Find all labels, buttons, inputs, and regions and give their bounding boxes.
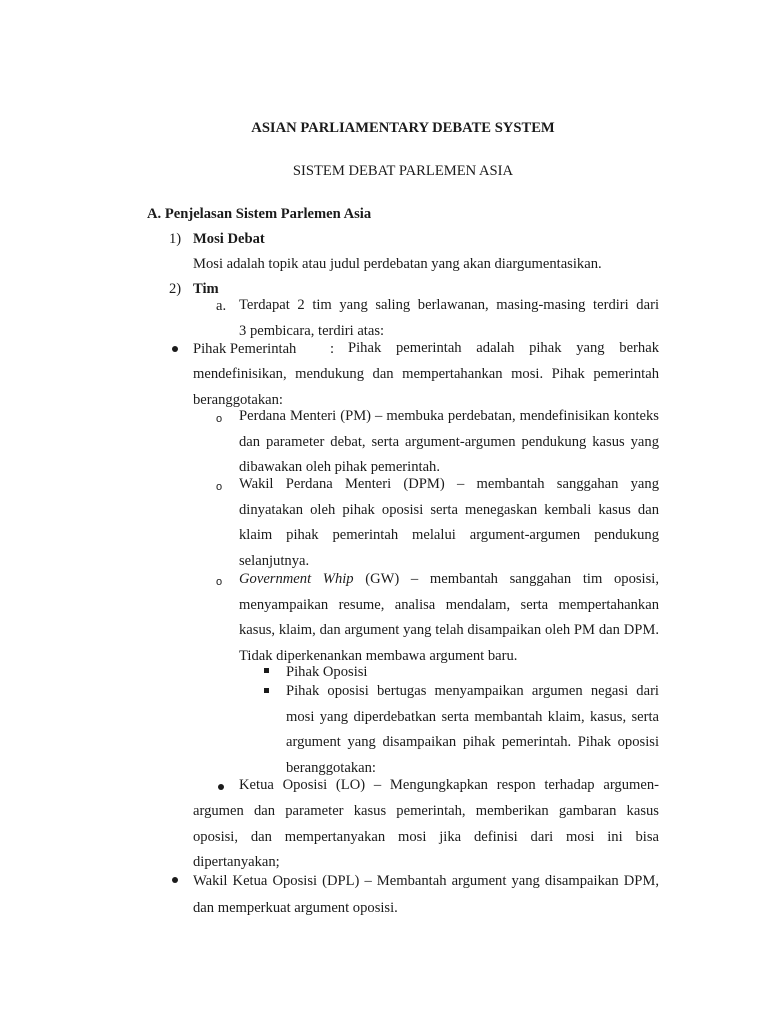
gov-description: mendefinisikan, mendukung dan mempertahankan mosi. Pihak pemerintah beranggotakan: [193, 366, 659, 408]
circle-bullet-icon: o [216, 576, 223, 588]
gov-colon: : [330, 341, 335, 357]
document-title: ASIAN PARLIAMENTARY DEBATE SYSTEM [251, 120, 555, 136]
gov-dpm: Wakil Perdana Menteri (DPM) – membantah sanggahan yang dinyatakan oleh pihak oposisi serta menegaskan kembali kasus dan klaim pihak pemerintah melalui argument-argumen pendukung selanjutnya. [239, 476, 659, 569]
item-1-number: 1) [169, 231, 182, 247]
opp-lo-line1: Ketua Oposisi (LO) – Mengungkapkan respon terhadap argumen- [239, 777, 659, 793]
item-2a-label: a. [216, 298, 227, 314]
gov-pm: Perdana Menteri (PM) – membuka perdebatan, mendefinisikan konteks dan parameter debat, serta argument-argumen pendukung kasus yang dibawakan oleh pihak pemerintah. [239, 408, 659, 475]
bullet-dot-icon [172, 877, 178, 883]
square-bullet-icon [264, 668, 269, 673]
bullet-dot-icon [172, 346, 178, 352]
item-2-number: 2) [169, 281, 182, 297]
opp-label: Pihak Oposisi [286, 664, 368, 680]
gov-gw-rest: (GW) – membantah sanggahan tim oposisi, menyampaikan resume, analisa mendalam, serta mempertahankan kasus, klaim, dan argument yang telah disampaikan oleh PM dan DPM. Tidak diperkenankan membawa argument baru. [239, 571, 659, 664]
gov-label: Pihak Pemerintah [193, 341, 297, 357]
section-a-heading: A. Penjelasan Sistem Parlemen Asia [147, 206, 372, 222]
square-bullet-icon [264, 688, 269, 693]
gov-gw-italic: Government Whip [239, 571, 354, 587]
gov-line1: Pihak pemerintah adalah pihak yang berhak [348, 340, 659, 356]
circle-bullet-icon: o [216, 413, 223, 425]
item-1-text: Mosi adalah topik atau judul perdebatan yang akan diargumentasikan. [193, 256, 602, 272]
item-2a-line1: Terdapat 2 tim yang saling berlawanan, masing-masing terdiri dari [239, 297, 659, 313]
opp-description: Pihak oposisi bertugas menyampaikan argumen negasi dari mosi yang diperdebatkan serta membantah klaim, kasus, serta argument yang disampaikan pihak pemerintah. Pihak oposisi beranggotakan: [286, 683, 659, 776]
circle-bullet-icon: o [216, 481, 223, 493]
item-1-heading: Mosi Debat [193, 231, 265, 247]
opp-dpl: Wakil Ketua Oposisi (DPL) – Membantah argument yang disampaikan DPM, dan memperkuat argument oposisi. [193, 873, 659, 916]
item-2-heading: Tim [193, 281, 219, 297]
document-subtitle: SISTEM DEBAT PARLEMEN ASIA [292, 163, 514, 179]
bullet-dot-icon [218, 784, 224, 790]
gov-gw [239, 567, 659, 669]
opp-lo-rest: argumen dan parameter kasus pemerintah, memberikan gambaran kasus oposisi, dan mempertanyakan mosi jika definisi dari mosi ini bisa dipertanyakan; [193, 803, 659, 870]
item-2a-line2: 3 pembicara, terdiri atas: [239, 323, 385, 339]
